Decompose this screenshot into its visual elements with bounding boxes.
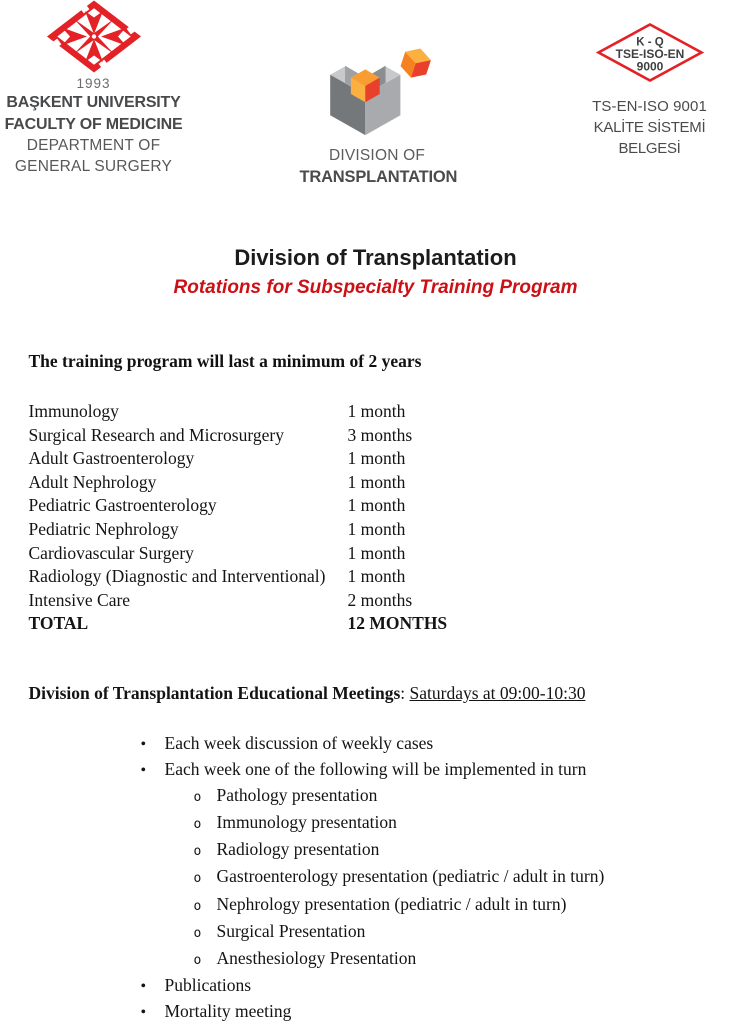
rotation-duration: 1 month — [348, 494, 406, 518]
meetings-separator: : — [400, 683, 409, 703]
agenda-item-text: Each week one of the following will be implemented in turn — [165, 757, 587, 783]
meetings-label: Division of Transplantation Educational Meetings — [29, 683, 401, 703]
rotation-duration: 3 months — [348, 424, 413, 448]
bullet-icon — [141, 731, 165, 757]
rotation-name: Adult Gastroenterology — [29, 447, 348, 471]
university-name: BAŞKENT UNIVERSITY — [5, 92, 183, 114]
agenda-item — [5, 837, 735, 864]
bullet-icon — [194, 919, 217, 946]
department-line1: DEPARTMENT OF — [5, 136, 183, 156]
founding-year: 1993 — [5, 75, 183, 92]
agenda-item — [5, 973, 735, 999]
meeting-agenda-list — [5, 731, 735, 1025]
rotation-row — [29, 494, 629, 518]
page-title: Division of Transplantation — [11, 245, 739, 271]
educational-meetings-line — [29, 683, 586, 704]
rotation-duration: 2 months — [348, 589, 413, 613]
bullet-icon — [194, 892, 217, 919]
transplantation-cube-logo-icon — [314, 44, 440, 138]
rotation-name: Immunology — [29, 400, 348, 424]
agenda-item — [5, 946, 735, 973]
department-line2: GENERAL SURGERY — [5, 157, 183, 177]
rotation-name: TOTAL — [29, 612, 348, 636]
agenda-item-text: Radiology presentation — [217, 837, 380, 864]
rotation-row — [29, 589, 629, 613]
rotation-row — [29, 400, 629, 424]
quality-system-certificate-label: KALİTE SİSTEMİ BELGESİ — [565, 117, 735, 159]
rotation-row — [29, 447, 629, 471]
baskent-university-logo-icon — [47, 0, 141, 73]
iso-certificate-number: TS-EN-ISO 9001 — [565, 96, 735, 117]
agenda-item — [5, 783, 735, 810]
rotation-duration: 1 month — [348, 518, 406, 542]
agenda-item-text: Immunology presentation — [217, 810, 397, 837]
division-block — [300, 44, 455, 188]
bullet-icon — [194, 783, 217, 810]
transplantation-label: TRANSPLANTATION — [300, 166, 455, 188]
rotation-duration: 1 month — [348, 542, 406, 566]
agenda-item — [5, 810, 735, 837]
tse-iso-en-label: TSE-ISO-EN — [615, 47, 684, 61]
baskent-university-block — [5, 0, 183, 177]
rotation-duration: 1 month — [348, 400, 406, 424]
agenda-item — [5, 731, 735, 757]
rotation-name: Adult Nephrology — [29, 471, 348, 495]
bullet-icon — [141, 999, 165, 1025]
agenda-item — [5, 999, 735, 1025]
bullet-icon — [194, 864, 217, 891]
tse-iso-diamond-icon — [597, 23, 703, 82]
agenda-item-text: Pathology presentation — [217, 783, 378, 810]
agenda-item-text: Nephrology presentation (pediatric / adult in turn) — [217, 892, 567, 919]
rotation-row — [29, 565, 629, 589]
agenda-item-text: Anesthesiology Presentation — [217, 946, 417, 973]
agenda-item-text: Mortality meeting — [165, 999, 292, 1025]
bullet-icon — [194, 810, 217, 837]
rotation-name: Cardiovascular Surgery — [29, 542, 348, 566]
rotation-row — [29, 424, 629, 448]
rotation-duration: 1 month — [348, 565, 406, 589]
rotation-name: Intensive Care — [29, 589, 348, 613]
rotation-row — [29, 471, 629, 495]
rotation-row — [29, 542, 629, 566]
agenda-item-text: Surgical Presentation — [217, 919, 366, 946]
bullet-icon — [194, 837, 217, 864]
document-page — [5, 0, 735, 997]
bullet-icon — [194, 946, 217, 973]
bullet-icon — [141, 973, 165, 999]
program-duration-statement: The training program will last a minimum of 2 years — [29, 351, 422, 372]
rotation-row — [29, 518, 629, 542]
agenda-item-text: Publications — [165, 973, 252, 999]
agenda-item — [5, 757, 735, 783]
rotation-duration: 1 month — [348, 447, 406, 471]
division-of-label: DIVISION OF — [300, 145, 455, 166]
agenda-item-text: Each week discussion of weekly cases — [165, 731, 434, 757]
page-subtitle: Rotations for Subspecialty Training Program — [11, 277, 739, 299]
9000-label: 9000 — [636, 60, 663, 74]
rotation-table — [29, 400, 629, 636]
quality-certificate-block — [565, 23, 735, 159]
rotation-name: Radiology (Diagnostic and Interventional) — [29, 565, 348, 589]
rotation-name: Pediatric Nephrology — [29, 518, 348, 542]
agenda-item — [5, 864, 735, 891]
faculty-name: FACULTY OF MEDICINE — [5, 114, 183, 136]
agenda-item — [5, 919, 735, 946]
meetings-time: Saturdays at 09:00-10:30 — [410, 683, 586, 703]
agenda-item-text: Gastroenterology presentation (pediatric / adult in turn) — [217, 864, 605, 891]
rotation-row — [29, 612, 629, 636]
rotation-name: Surgical Research and Microsurgery — [29, 424, 348, 448]
kq-label: K - Q — [636, 37, 664, 49]
rotation-duration: 12 MONTHS — [348, 612, 448, 636]
agenda-item — [5, 892, 735, 919]
rotation-name: Pediatric Gastroenterology — [29, 494, 348, 518]
bullet-icon — [141, 757, 165, 783]
rotation-duration: 1 month — [348, 471, 406, 495]
